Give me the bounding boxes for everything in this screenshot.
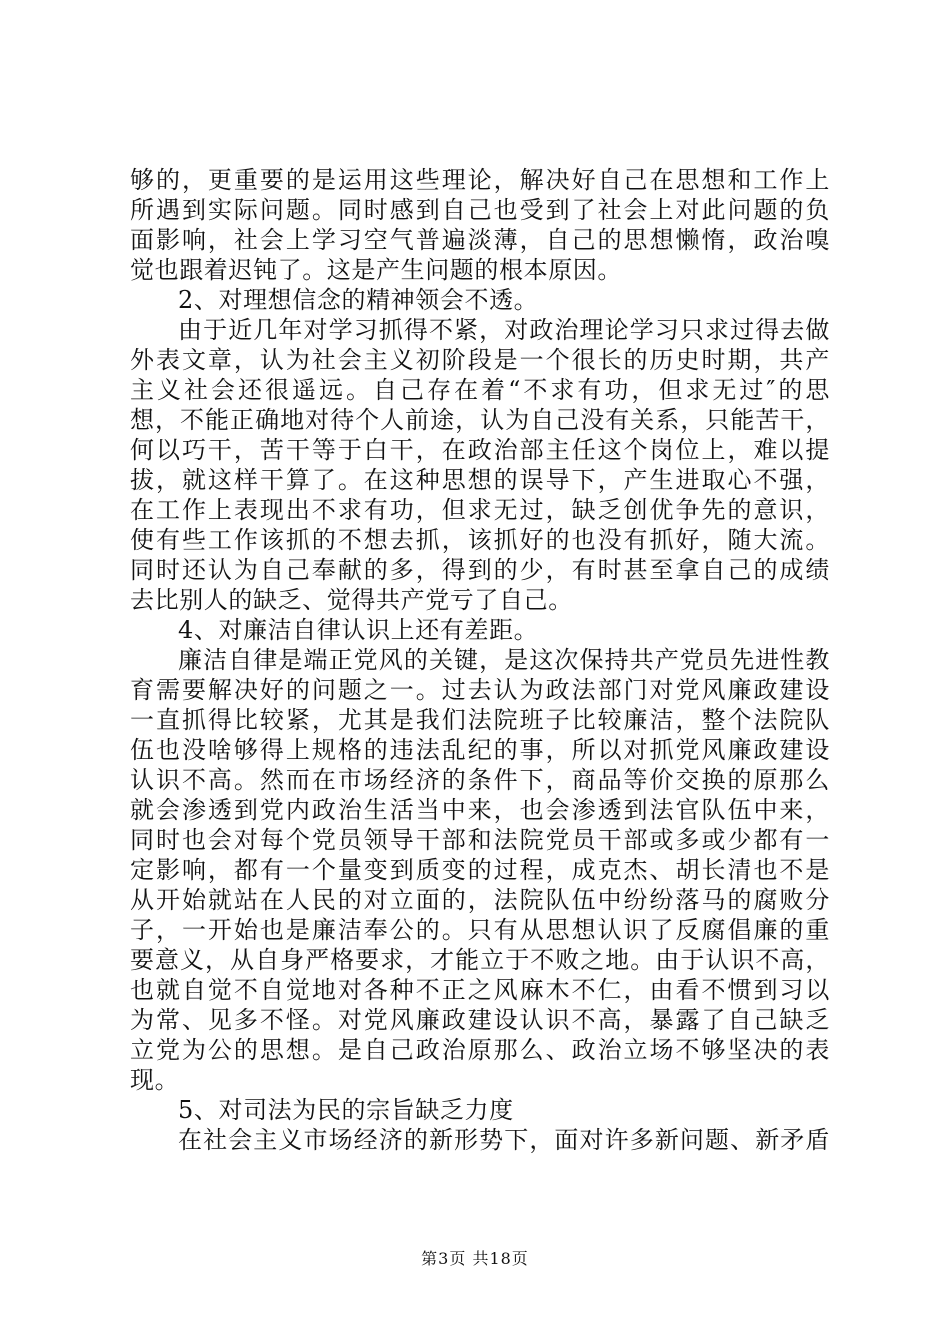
text-line: 要意义，从自身严格要求，才能立于不败之地。由于认识不高， (130, 946, 830, 974)
text-line: 去比别人的缺乏、觉得共产党亏了自己。 (130, 586, 573, 614)
text-line: 立党为公的思想。是自己政治原那么、政治立场不够坚决的表 (130, 1036, 830, 1064)
text-line: 认识不高。然而在市场经济的条件下，商品等价交换的原那么 (130, 766, 830, 794)
text-line: 同时也会对每个党员领导干部和法院党员干部或多或少都有一 (130, 826, 830, 854)
text-line: 为常、见多不怪。对党风廉政建设认识不高，暴露了自己缺乏 (130, 1006, 830, 1034)
text-line: 子，一开始也是廉洁奉公的。只有从思想认识了反腐倡廉的重 (130, 916, 830, 944)
text-line: 现。 (130, 1066, 180, 1094)
text-line: 定影响，都有一个量变到质变的过程，成克杰、胡长清也不是 (130, 856, 830, 884)
text-line: 使有些工作该抓的不想去抓，该抓好的也没有抓好，随大流。 (130, 526, 830, 554)
text-line: 同时还认为自己奉献的多，得到的少，有时甚至拿自己的成绩 (130, 556, 830, 584)
text-line: 也就自觉不自觉地对各种不正之风麻木不仁，由看不惯到习以 (130, 976, 830, 1004)
text-line: 想，不能正确地对待个人前途，认为自己没有关系，只能苦干， (130, 406, 830, 434)
text-line: 育需要解决好的问题之一。过去认为政法部门对党风廉政建设 (130, 676, 830, 704)
text-line: 拔，就这样干算了。在这种思想的误导下，产生进取心不强， (130, 466, 830, 494)
text-line: 2、对理想信念的精神领会不透。 (178, 286, 539, 314)
text-line: 主义社会还很遥远。自己存在着“不求有功，但求无过″的思 (130, 376, 830, 404)
text-line: 外表文章，认为社会主义初阶段是一个很长的历史时期，共产 (130, 346, 830, 374)
text-line: 从开始就站在人民的对立面的，法院队伍中纷纷落马的腐败分 (130, 886, 830, 914)
text-line: 觉也跟着迟钝了。这是产生问题的根本原因。 (130, 256, 622, 284)
body-text (130, 165, 830, 1155)
page-footer: 第3页 共18页 (421, 1249, 529, 1268)
text-line: 由于近几年对学习抓得不紧，对政治理论学习只求过得去做 (178, 316, 830, 344)
text-line: 4、对廉洁自律认识上还有差距。 (178, 616, 539, 644)
text-line: 一直抓得比较紧，尤其是我们法院班子比较廉洁，整个法院队 (130, 706, 830, 734)
text-line: 何以巧干，苦干等于白干，在政治部主任这个岗位上，难以提 (130, 436, 830, 464)
text-line: 在工作上表现出不求有功，但求无过，缺乏创优争先的意识， (130, 496, 830, 524)
text-line: 所遇到实际问题。同时感到自己也受到了社会上对此问题的负 (130, 196, 830, 224)
text-line: 面影响，社会上学习空气普遍淡薄，自己的思想懒惰，政治嗅 (130, 226, 830, 254)
text-line: 伍也没啥够得上规格的违法乱纪的事，所以对抓党风廉政建设 (130, 736, 830, 764)
text-line: 够的，更重要的是运用这些理论，解决好自己在思想和工作上 (130, 166, 830, 194)
text-line: 就会渗透到党内政治生活当中来，也会渗透到法官队伍中来， (130, 796, 830, 824)
text-line: 在社会主义市场经济的新形势下，面对许多新问题、新矛盾 (178, 1126, 830, 1154)
text-line: 5、对司法为民的宗旨缺乏力度 (178, 1096, 514, 1124)
text-line: 廉洁自律是端正党风的关键，是这次保持共产党员先进性教 (178, 646, 830, 674)
